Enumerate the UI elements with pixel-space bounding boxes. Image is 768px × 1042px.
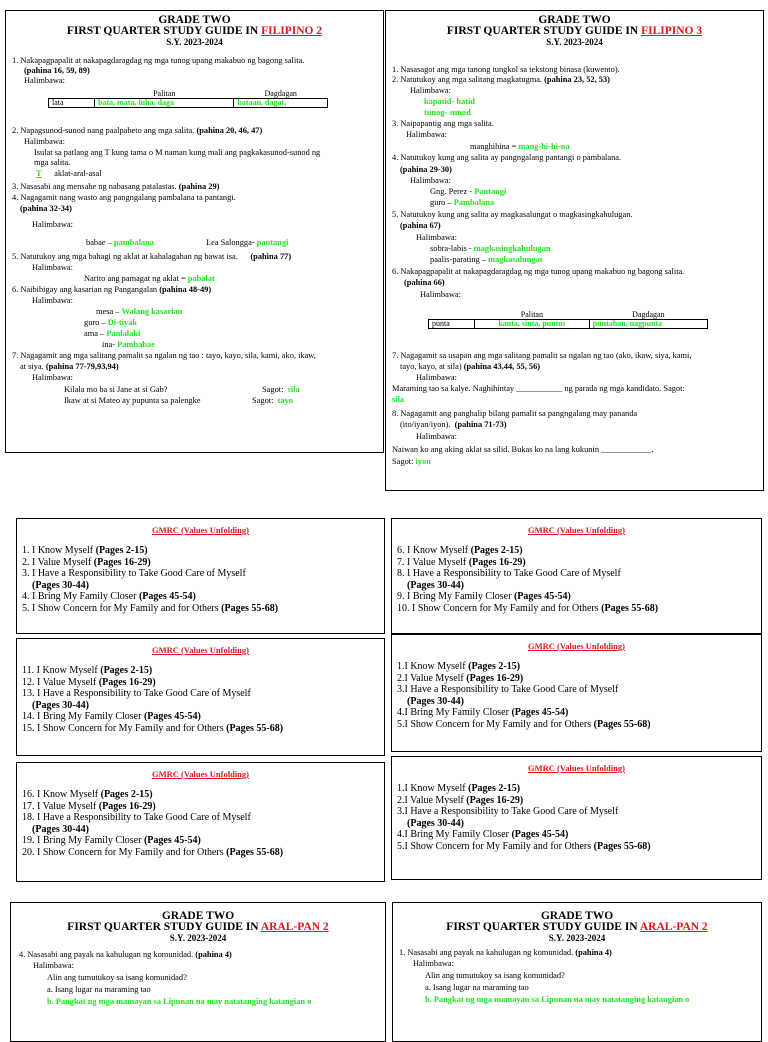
gmrc-list (17, 789, 384, 859)
list-item: 20. I Show Concern for My Family and for Others (Pages 55-68) (22, 846, 284, 858)
list-item: 4.I Bring My Family Closer (Pages 45-54) (397, 829, 569, 841)
gmrc-title: GMRC (Values Unfolding) (528, 641, 625, 651)
header: GRADE TWO FIRST QUARTER STUDY GUIDE IN ARAL-PAN 2 S.Y. 2023-2024 (446, 910, 708, 943)
list-item: 2.I Value Myself (Pages 16-29) (397, 672, 524, 684)
palitan-table: Palitan Dagdagan lata bata, mata, luha, daga bataan, dagat, (48, 90, 328, 108)
item-6: 6. Naibibigay ang kasarian ng Pangangalan (pahina 48-49) (12, 285, 212, 294)
item-2-example: T aklat-aral-asal (36, 169, 102, 178)
list-item: 5.I Show Concern for My Family and for Others (Pages 55-68) (397, 718, 651, 730)
list-item: 3.I Have a Responsibility to Take Good Care of Myself (397, 684, 619, 696)
gmrc-title: GMRC (Values Unfolding) (152, 769, 249, 779)
guide-title: FIRST QUARTER STUDY GUIDE IN FILIPINO 2 (66, 25, 323, 37)
list-item: 17. I Value Myself (Pages 16-29) (22, 800, 156, 812)
item-2: 2. Natutukoy ang mga salitang magkatugma. (pahina 23, 52, 53) (392, 75, 610, 84)
list-item: 1. I Know Myself (Pages 2-15) (22, 545, 148, 556)
header (386, 15, 763, 47)
header: GRADE TWO FIRST QUARTER STUDY GUIDE IN ARAL-PAN 2 S.Y. 2023-2024 (67, 910, 329, 943)
aralpan-guide-right: GRADE TWO FIRST QUARTER STUDY GUIDE IN ARAL-PAN 2 S.Y. 2023-2024 1. Nasasabi ang payak na kahulugan ng komunidad. (pahina 4) Halimbawa: Alin ang tumutukoy sa isang komunidad? a. Isang lugar na maraming tao b. Pangkat ng mga mamayan sa Lipunan na may natatanging katangian o (392, 902, 762, 1042)
list-item: 8. I Have a Responsibility to Take Good Care of Myself (397, 568, 621, 580)
aralpan-guide-left: GRADE TWO FIRST QUARTER STUDY GUIDE IN ARAL-PAN 2 S.Y. 2023-2024 4. Nasasabi ang payak na kahulugan ng komunidad. (pahina 4) Halimbawa: Alin ang tumutukoy sa isang komunidad? a. Isang lugar na maraming tao b. Pangkat ng mga mamayan sa Lipunan na may natatanging katangian o (10, 902, 386, 1042)
gmrc-list (17, 665, 384, 735)
gmrc-list (17, 545, 384, 615)
item-7: 7. Nagagamit ang mga salitang pamalit sa ngalan ng tao : tayo, kayo, sila, kami, ako, ikaw, (12, 351, 316, 360)
list-item-pages: (Pages 30-44) (32, 579, 89, 591)
gmrc-list (392, 545, 761, 615)
list-item: 9. I Bring My Family Closer (Pages 45-54) (397, 591, 571, 603)
gmrc-title: GMRC (Values Unfolding) (152, 525, 249, 535)
list-item-pages: (Pages 30-44) (407, 579, 464, 591)
list-item: 4.I Bring My Family Closer (Pages 45-54) (397, 707, 569, 719)
list-item: 4. I Bring My Family Closer (Pages 45-54) (22, 591, 196, 603)
gmrc-card (391, 756, 762, 880)
gmrc-list (392, 661, 761, 731)
item-5: 5. Natutukoy ang mga bahagi ng aklat at kahalagahan ng bawat isa. (pahina 77) (12, 252, 292, 261)
list-item-pages: (Pages 30-44) (32, 823, 89, 835)
list-item: 10. I Show Concern for My Family and for Others (Pages 55-68) (397, 602, 659, 614)
item-1: 1. Nakapagpapalit at nakapagdaragdag ng mga tunog upang makabuo ng bagong salita. (12, 56, 305, 65)
item-4: 4. Nagagamit nang wasto ang pangngalang pambalana ta pantangi. (12, 193, 236, 202)
header (6, 15, 383, 47)
palitan-table: Palitan Dagdagan punta kanta, sinta, puntos puntahan, nagpunta (428, 311, 708, 329)
list-item-pages: (Pages 30-44) (407, 695, 464, 707)
item-5: 5. Natutukoy kung ang salita ay magkasalungat o magkasingkahulugan. (392, 210, 633, 219)
list-item: 1.I Know Myself (Pages 2-15) (397, 661, 521, 672)
list-item: 19. I Bring My Family Closer (Pages 45-54) (22, 835, 201, 847)
gmrc-card (16, 518, 385, 634)
list-item: 5.I Show Concern for My Family and for Others (Pages 55-68) (397, 840, 651, 852)
list-item: 5. I Show Concern for My Family and for Others (Pages 55-68) (22, 602, 279, 614)
subject-name: FILIPINO 2 (261, 25, 323, 37)
gmrc-title: GMRC (Values Unfolding) (152, 645, 249, 655)
grade-label: GRADE TWO (538, 14, 611, 26)
item-1-pages: (pahina 16, 59, 89) (24, 66, 90, 75)
filipino3-guide: GRADE TWO FIRST QUARTER STUDY GUIDE IN FILIPINO 3 S.Y. 2023-2024 1. Nasasagot ang mga tanong tungkol sa tekstong binasa (kuwento). 2. Natutukoy ang mga salitang magkatugma. (pahina 23, 52, 53) Halimbawa: kapatid- hatid tunog- sunod 3. Naipapantig ang mga salita. Halimbawa: manghihina = mang-hi-hi-na 4. Natutukoy kung ang salita ay pangngalang pantangi o pambalana. (pahina 29-30) Halimbawa: Gng. Perez - Pantangi guro – Pambalana 5. Natutukoy kung ang salita ay magkasalungat o magkasingkahulugan. (pahina 67) Halimbawa: sobra-labis - magkasingkahulugan paalis-parating – magkasalungat 6. Nakapagpapalit at nakapagdaragdag ng mga tunog upang makabuo ng bagong salita. (pahina 66) Halimbawa: Palitan Dagdagan punta kanta, sinta, puntos puntahan, nagpunta 7. Nagagamit sa usapan ang mga salitang pamalit sa ngalan ng tao (ako, ikaw, siya, kami, tayo, kayo, at sila) (pahina 43,44, 55, 56) Halimbawa: Maraming tao sa kalye. Naghihintay ___________ ng parada ng mga kandidato. Sagot: sila 8. Nagagamit ang panghalip bilang pamalit sa pangngalang may pananda (ito/iyan/iyon). (pahina 71-73) Halimbawa: Naiwan ko ang aking aklat sa silid. Bukas ko na lang kukunin ____________. Sagot: iyon (385, 10, 764, 491)
item: 4. Nasasabi ang payak na kahulugan ng komunidad. (pahina 4) (19, 950, 232, 959)
item-7: 7. Nagagamit sa usapan ang mga salitang pamalit sa ngalan ng tao (ako, ikaw, siya, kami, (392, 351, 692, 360)
item-2: 2. Napagsunod-sunod nang paalpabeto ang mga salita. (pahina 20, 46, 47) (12, 126, 263, 135)
list-item: 2. I Value Myself (Pages 16-29) (22, 556, 151, 568)
item-4: 4. Natutukoy kung ang salita ay pangngalang pantangi o pambalana. (392, 153, 622, 162)
subject-name: ARAL-PAN 2 (639, 921, 708, 933)
filipino2-guide: GRADE TWO FIRST QUARTER STUDY GUIDE IN FILIPINO 2 S.Y. 2023-2024 1. Nakapagpapalit at nakapagdaragdag ng mga tunog upang makabuo ng bagong salita. (pahina 16, 59, 89) Halimbawa: Palitan Dagdagan lata bata, mata, luha, daga bataan, dagat, 2. Napagsunod-sunod nang paalpabeto ang mga salita. (pahina 20, 46, 47) Halimbawa: Isulat sa patlang ang T kung tama o M naman kung mali ang pagkakasunod-sunod ng mga salita. T aklat-aral-asal 3. Nasasabi ang mensahe ng nabasang patalastas. (pahina 29) 4. Nagagamit nang wasto ang pangngalang pambalana ta pantangi. (pahina 32-34) Halimbawa: babae – pambalana Lea Salongga- pantangi 5. Natutukoy ang mga bahagi ng aklat at kahalagahan ng bawat isa. (pahina 77) Halimbawa: Narito ang pamagat ng aklat = pabalat 6. Naibibigay ang kasarian ng Pangangalan (pahina 48-49) Halimbawa: mesa – Walang kasarian guro – Di-tiyak ama – Panlalaki ina- Pambabae 7. Nagagamit ang mga salitang pamalit sa ngalan ng tao : tayo, kayo, sila, kami, ako, ikaw, at siya. (pahina 77-79,93,94) Halimbawa: Kilala mo ba si Jane at si Gab? Sagot: sila Ikaw at si Mateo ay pupunta sa palengke Sagot: tayo (5, 10, 384, 453)
item-8: 8. Nagagamit ang panghalip bilang pamalit sa pangngalang may pananda (392, 409, 638, 418)
list-item: 11. I Know Myself (Pages 2-15) (22, 665, 153, 676)
list-item: 16. I Know Myself (Pages 2-15) (22, 789, 153, 800)
list-item: 1.I Know Myself (Pages 2-15) (397, 783, 521, 794)
list-item: 3.I Have a Responsibility to Take Good Care of Myself (397, 806, 619, 818)
school-year: S.Y. 2023-2024 (546, 37, 603, 47)
example-label: Halimbawa: (24, 76, 65, 85)
item-2-instruction: Isulat sa patlang ang T kung tama o M naman kung mali ang pagkakasunod-sunod ng (34, 148, 321, 157)
subject-name: ARAL-PAN 2 (260, 921, 329, 933)
school-year: S.Y. 2023-2024 (166, 37, 223, 47)
gmrc-card (391, 634, 762, 752)
list-item-pages: (Pages 30-44) (407, 817, 464, 829)
subject-name: FILIPINO 3 (641, 25, 703, 37)
guide-title: FIRST QUARTER STUDY GUIDE IN FILIPINO 3 (446, 25, 703, 37)
item: 1. Nasasabi ang payak na kahulugan ng komunidad. (pahina 4) (399, 948, 612, 957)
list-item: 3. I Have a Responsibility to Take Good Care of Myself (22, 568, 246, 580)
list-item: 13. I Have a Responsibility to Take Good Care of Myself (22, 688, 251, 700)
item-6: 6. Nakapagpapalit at nakapagdaragdag ng mga tunog upang makabuo ng bagong salita. (392, 267, 685, 276)
list-item: 14. I Bring My Family Closer (Pages 45-54) (22, 711, 201, 723)
grade-label: GRADE TWO (158, 14, 231, 26)
list-item: 6. I Know Myself (Pages 2-15) (397, 545, 523, 556)
list-item: 15. I Show Concern for My Family and for Others (Pages 55-68) (22, 722, 284, 734)
gmrc-title: GMRC (Values Unfolding) (528, 525, 625, 535)
gmrc-list (392, 783, 761, 853)
gmrc-card (16, 638, 385, 756)
item-3: 3. Naipapantig ang mga salita. (392, 119, 494, 128)
gmrc-card (391, 518, 762, 634)
list-item: 18. I Have a Responsibility to Take Good Care of Myself (22, 812, 251, 824)
item-1: 1. Nasasagot ang mga tanong tungkol sa tekstong binasa (kuwento). (392, 65, 620, 74)
list-item: 2.I Value Myself (Pages 16-29) (397, 794, 524, 806)
list-item: 7. I Value Myself (Pages 16-29) (397, 556, 526, 568)
list-item-pages: (Pages 30-44) (32, 699, 89, 711)
gmrc-card (16, 762, 385, 882)
item-3: 3. Nasasabi ang mensahe ng nabasang patalastas. (pahina 29) (12, 182, 220, 191)
gmrc-title: GMRC (Values Unfolding) (528, 763, 625, 773)
list-item: 12. I Value Myself (Pages 16-29) (22, 676, 156, 688)
